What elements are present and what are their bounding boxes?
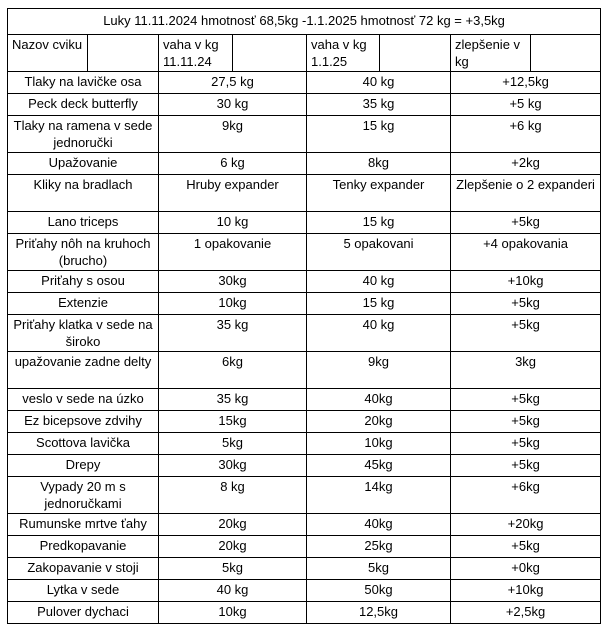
table-row [8, 389, 601, 411]
exercise-cell: Lano triceps [8, 212, 159, 234]
table-row [8, 477, 601, 514]
header-exercise: Nazov cviku [8, 35, 88, 72]
weight-2-cell: 12,5kg [307, 602, 451, 624]
weight-2-cell: 10kg [307, 433, 451, 455]
document-page [7, 8, 600, 624]
table-row [8, 411, 601, 433]
weight-1-cell: 8 kg [159, 477, 307, 514]
table-row [8, 234, 601, 271]
header-row [8, 35, 601, 72]
table-row [8, 271, 601, 293]
table-row [8, 153, 601, 175]
weight-1-cell: 30kg [159, 455, 307, 477]
exercise-cell: Upažovanie [8, 153, 159, 175]
weight-1-cell: 5kg [159, 558, 307, 580]
table-row [8, 212, 601, 234]
table-row [8, 352, 601, 389]
weight-2-cell: 40 kg [307, 72, 451, 94]
exercise-cell: Extenzie [8, 293, 159, 315]
weight-2-cell: 40kg [307, 389, 451, 411]
exercise-cell: Peck deck butterfly [8, 94, 159, 116]
exercise-cell: Priťahy klatka v sede na široko [8, 315, 159, 352]
improvement-cell: +5 kg [451, 94, 601, 116]
weight-1-cell: 10kg [159, 293, 307, 315]
weight-2-cell: 5kg [307, 558, 451, 580]
weight-1-cell: 15kg [159, 411, 307, 433]
header-spacer [233, 35, 307, 72]
table-row [8, 175, 601, 212]
improvement-cell: +6 kg [451, 116, 601, 153]
weight-1-cell: 1 opakovanie [159, 234, 307, 271]
weight-2-cell: 15 kg [307, 293, 451, 315]
improvement-cell: +10kg [451, 271, 601, 293]
improvement-cell: +2,5kg [451, 602, 601, 624]
weight-1-cell: 30 kg [159, 94, 307, 116]
weight-1-cell: Hruby expander [159, 175, 307, 212]
weight-1-cell: 10kg [159, 602, 307, 624]
exercise-cell: Kliky na bradlach [8, 175, 159, 212]
weight-2-cell: 8kg [307, 153, 451, 175]
improvement-cell: +2kg [451, 153, 601, 175]
improvement-cell: +5kg [451, 212, 601, 234]
weight-1-cell: 30kg [159, 271, 307, 293]
weight-2-cell: 50kg [307, 580, 451, 602]
weight-2-cell: 40kg [307, 514, 451, 536]
weight-1-cell: 35 kg [159, 315, 307, 352]
improvement-cell: Zlepšenie o 2 expanderi [451, 175, 601, 212]
title-row [8, 9, 601, 35]
weight-1-cell: 20kg [159, 514, 307, 536]
table-row [8, 433, 601, 455]
exercise-cell: Vypady 20 m s jednoručkami [8, 477, 159, 514]
weight-2-cell: 9kg [307, 352, 451, 389]
weight-2-cell: 14kg [307, 477, 451, 514]
table-row [8, 72, 601, 94]
exercise-cell: Priťahy s osou [8, 271, 159, 293]
exercise-cell: Drepy [8, 455, 159, 477]
improvement-cell: +5kg [451, 389, 601, 411]
table-row [8, 315, 601, 352]
exercise-cell: Tlaky na ramena v sede jednoručki [8, 116, 159, 153]
exercise-cell: Scottova lavička [8, 433, 159, 455]
exercise-cell: Pulover dychaci [8, 602, 159, 624]
improvement-cell: +5kg [451, 411, 601, 433]
header-spacer [531, 35, 601, 72]
progress-table [7, 8, 601, 624]
improvement-cell: +20kg [451, 514, 601, 536]
weight-1-cell: 9kg [159, 116, 307, 153]
table-title: Luky 11.11.2024 hmotnosť 68,5kg -1.1.2025 hmotnosť 72 kg = +3,5kg [8, 9, 601, 35]
header-spacer [88, 35, 159, 72]
improvement-cell: +10kg [451, 580, 601, 602]
improvement-cell: +5kg [451, 433, 601, 455]
table-row [8, 293, 601, 315]
improvement-cell: +4 opakovania [451, 234, 601, 271]
weight-2-cell: 20kg [307, 411, 451, 433]
weight-2-cell: 40 kg [307, 271, 451, 293]
weight-1-cell: 5kg [159, 433, 307, 455]
exercise-cell: Tlaky na lavičke osa [8, 72, 159, 94]
improvement-cell: +5kg [451, 293, 601, 315]
improvement-cell: +5kg [451, 455, 601, 477]
improvement-cell: +0kg [451, 558, 601, 580]
header-weight-2: vaha v kg 1.1.25 [307, 35, 380, 72]
weight-2-cell: Tenky expander [307, 175, 451, 212]
weight-1-cell: 27,5 kg [159, 72, 307, 94]
weight-2-cell: 25kg [307, 536, 451, 558]
header-weight-1: vaha v kg 11.11.24 [159, 35, 233, 72]
improvement-cell: +5kg [451, 315, 601, 352]
exercise-cell: upažovanie zadne delty [8, 352, 159, 389]
header-improvement: zlepšenie v kg [451, 35, 531, 72]
table-row [8, 94, 601, 116]
improvement-cell: 3kg [451, 352, 601, 389]
table-row [8, 455, 601, 477]
weight-1-cell: 40 kg [159, 580, 307, 602]
weight-2-cell: 15 kg [307, 116, 451, 153]
weight-1-cell: 20kg [159, 536, 307, 558]
weight-2-cell: 45kg [307, 455, 451, 477]
table-row [8, 580, 601, 602]
improvement-cell: +6kg [451, 477, 601, 514]
table-row [8, 558, 601, 580]
weight-2-cell: 5 opakovani [307, 234, 451, 271]
improvement-cell: +5kg [451, 536, 601, 558]
weight-1-cell: 6kg [159, 352, 307, 389]
header-spacer [380, 35, 451, 72]
exercise-cell: Lytka v sede [8, 580, 159, 602]
weight-2-cell: 35 kg [307, 94, 451, 116]
weight-1-cell: 6 kg [159, 153, 307, 175]
weight-2-cell: 15 kg [307, 212, 451, 234]
exercise-cell: Rumunske mrtve ťahy [8, 514, 159, 536]
exercise-cell: Predkopavanie [8, 536, 159, 558]
table-row [8, 116, 601, 153]
exercise-cell: Zakopavanie v stoji [8, 558, 159, 580]
weight-1-cell: 10 kg [159, 212, 307, 234]
exercise-cell: Ez bicepsove zdvihy [8, 411, 159, 433]
table-row [8, 536, 601, 558]
weight-2-cell: 40 kg [307, 315, 451, 352]
weight-1-cell: 35 kg [159, 389, 307, 411]
exercise-cell: veslo v sede na úzko [8, 389, 159, 411]
improvement-cell: +12,5kg [451, 72, 601, 94]
exercise-cell: Priťahy nôh na kruhoch (brucho) [8, 234, 159, 271]
table-row [8, 514, 601, 536]
